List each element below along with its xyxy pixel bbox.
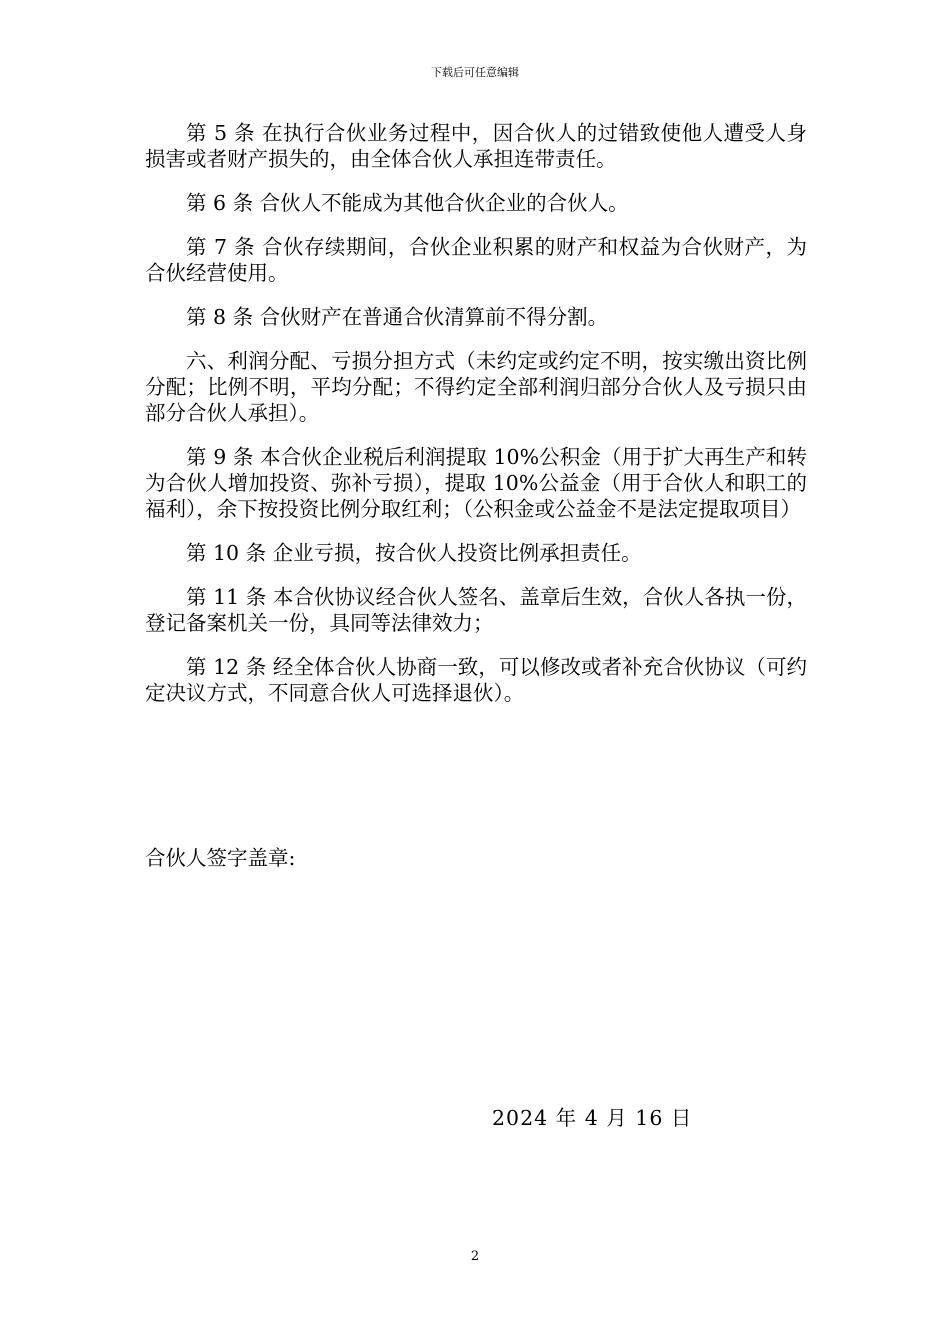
page-header: 下载后可任意编辑 <box>431 66 519 79</box>
page-number: 2 <box>470 1249 480 1264</box>
article-11: 第 11 条 本合伙协议经合伙人签名、盖章后生效，合伙人各执一份，登记备案机关一份，具同等法律效力； <box>145 585 807 635</box>
article-6: 第 6 条 合伙人不能成为其他合伙企业的合伙人。 <box>186 191 629 215</box>
article-10: 第 10 条 企业亏损，按合伙人投资比例承担责任。 <box>186 541 642 565</box>
article-7: 第 7 条 合伙存续期间，合伙企业积累的财产和权益为合伙财产，为合伙经营使用。 <box>145 235 807 285</box>
article-12: 第 12 条 经全体合伙人协商一致，可以修改或者补充合伙协议（可约定决议方式，不同意合伙人可选择退伙）。 <box>145 655 807 705</box>
article-9: 第 9 条 本合伙企业税后利润提取 10%公积金（用于扩大再生产和转为合伙人增加投资、弥补亏损），提取 10%公益金（用于合伙人和职工的福利），余下按投资比例分取红利；（公积金或公益金不是法定提取项目） <box>145 445 807 521</box>
section-six-profit-distribution: 六、利润分配、亏损分担方式（未约定或约定不明，按实缴出资比例分配；比例不明，平均分配；不得约定全部利润归部分合伙人及亏损只由部分合伙人承担）。 <box>145 349 807 425</box>
document-body <box>145 120 807 724</box>
article-5: 第 5 条 在执行合伙业务过程中，因合伙人的过错致使他人遭受人身损害或者财产损失的，由全体合伙人承担连带责任。 <box>145 121 807 171</box>
signature-label: 合伙人签字盖章: <box>145 846 296 870</box>
article-8: 第 8 条 合伙财产在普通合伙清算前不得分割。 <box>186 305 609 329</box>
document-date: 2024 年 4 月 16 日 <box>492 1106 693 1130</box>
